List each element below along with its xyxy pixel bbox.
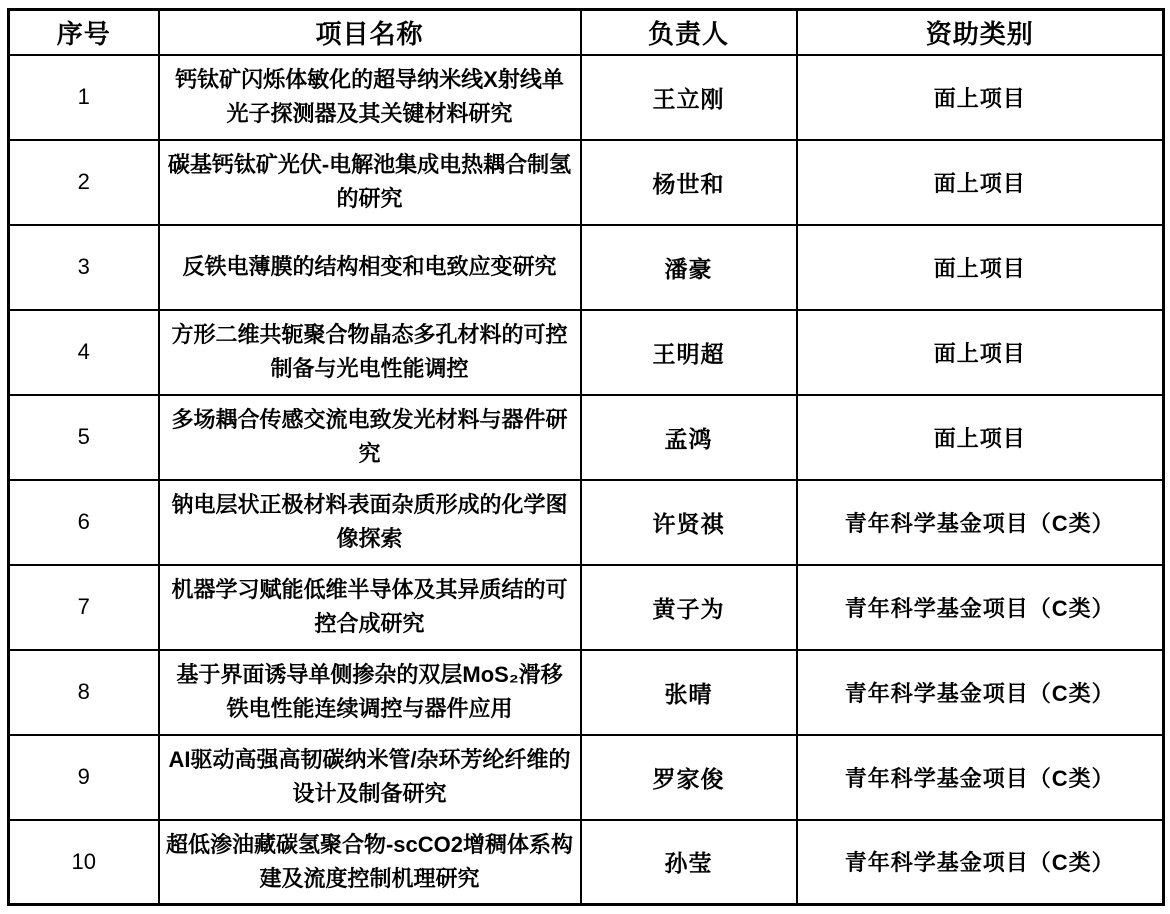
- funding-category: 青年科学基金项目（C类）: [797, 480, 1164, 565]
- table-row: [9, 55, 1164, 140]
- leader-name: 杨世和: [581, 140, 797, 225]
- funding-category: 青年科学基金项目（C类）: [797, 565, 1164, 650]
- funding-category: 青年科学基金项目（C类）: [797, 820, 1164, 905]
- table-row: [9, 395, 1164, 480]
- funding-category: 面上项目: [797, 140, 1164, 225]
- row-index: 8: [9, 650, 159, 735]
- header-index: 序号: [9, 10, 159, 55]
- project-name: 超低渗油藏碳氢聚合物-scCO2增稠体系构建及流度控制机理研究: [159, 820, 581, 905]
- table-row: [9, 565, 1164, 650]
- leader-name: 王明超: [581, 310, 797, 395]
- project-name: 碳基钙钛矿光伏-电解池集成电热耦合制氢的研究: [159, 140, 581, 225]
- row-index: 2: [9, 140, 159, 225]
- funding-category: 面上项目: [797, 55, 1164, 140]
- funding-category: 青年科学基金项目（C类）: [797, 735, 1164, 820]
- table-row: [9, 650, 1164, 735]
- leader-name: 黄子为: [581, 565, 797, 650]
- row-index: 7: [9, 565, 159, 650]
- project-name: 反铁电薄膜的结构相变和电致应变研究: [159, 225, 581, 310]
- leader-name: 孟鸿: [581, 395, 797, 480]
- project-name: 基于界面诱导单侧掺杂的双层MoS₂滑移铁电性能连续调控与器件应用: [159, 650, 581, 735]
- header-funding-category: 资助类别: [797, 10, 1164, 55]
- funded-projects-table: [7, 8, 1165, 906]
- table-header-row: [9, 10, 1164, 55]
- project-name: 方形二维共轭聚合物晶态多孔材料的可控制备与光电性能调控: [159, 310, 581, 395]
- row-index: 9: [9, 735, 159, 820]
- leader-name: 潘豪: [581, 225, 797, 310]
- project-name: 多场耦合传感交流电致发光材料与器件研究: [159, 395, 581, 480]
- leader-name: 孙莹: [581, 820, 797, 905]
- leader-name: 罗家俊: [581, 735, 797, 820]
- row-index: 6: [9, 480, 159, 565]
- table-row: [9, 820, 1164, 905]
- table-row: [9, 225, 1164, 310]
- row-index: 4: [9, 310, 159, 395]
- table-row: [9, 480, 1164, 565]
- leader-name: 张晴: [581, 650, 797, 735]
- project-name: 钠电层状正极材料表面杂质形成的化学图像探索: [159, 480, 581, 565]
- leader-name: 许贤祺: [581, 480, 797, 565]
- project-name: 钙钛矿闪烁体敏化的超导纳米线X射线单光子探测器及其关键材料研究: [159, 55, 581, 140]
- header-project-name: 项目名称: [159, 10, 581, 55]
- table-row: [9, 140, 1164, 225]
- project-name: AI驱动高强高韧碳纳米管/杂环芳纶纤维的设计及制备研究: [159, 735, 581, 820]
- row-index: 3: [9, 225, 159, 310]
- row-index: 1: [9, 55, 159, 140]
- row-index: 5: [9, 395, 159, 480]
- table-row: [9, 735, 1164, 820]
- row-index: 10: [9, 820, 159, 905]
- leader-name: 王立刚: [581, 55, 797, 140]
- project-name: 机器学习赋能低维半导体及其异质结的可控合成研究: [159, 565, 581, 650]
- funding-category: 面上项目: [797, 310, 1164, 395]
- funding-category: 面上项目: [797, 225, 1164, 310]
- header-leader: 负责人: [581, 10, 797, 55]
- table-row: [9, 310, 1164, 395]
- funding-category: 面上项目: [797, 395, 1164, 480]
- funding-category: 青年科学基金项目（C类）: [797, 650, 1164, 735]
